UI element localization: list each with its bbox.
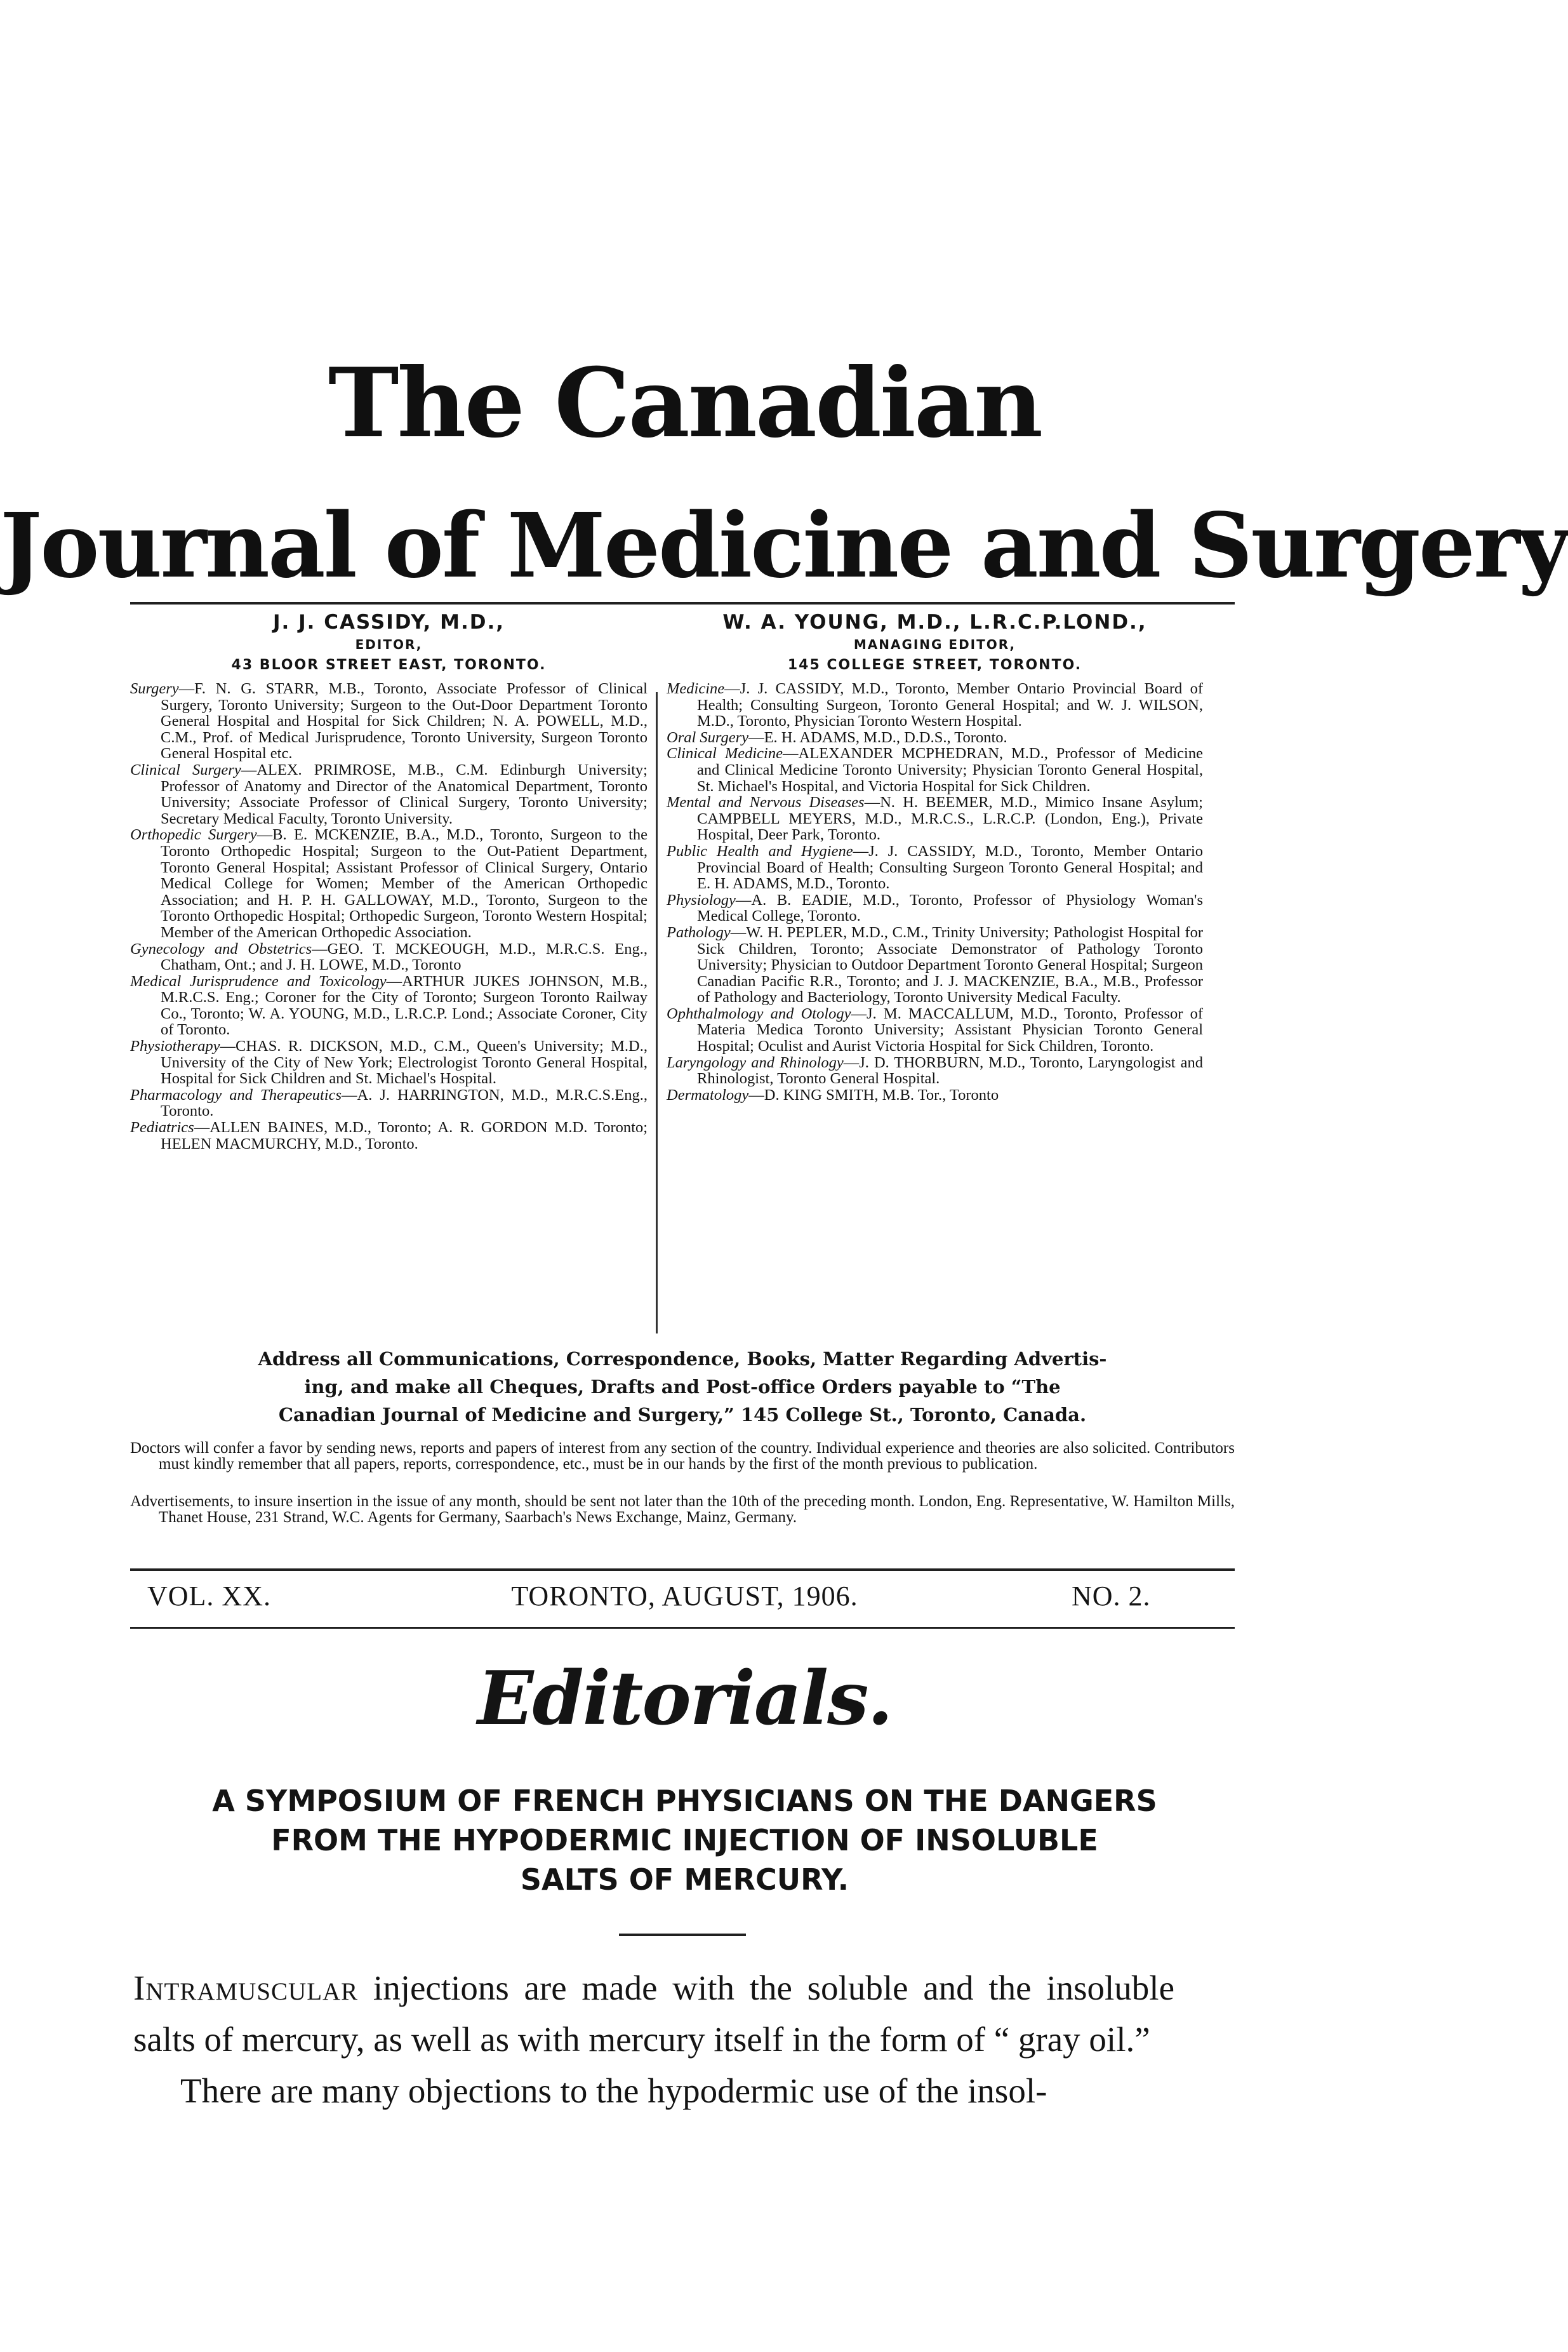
dash: — (386, 972, 402, 990)
editor-name: J. J. CASSIDY, M.D., (272, 611, 505, 634)
issue-rule-bottom (130, 1627, 1235, 1629)
dash: — (730, 923, 747, 941)
correspondence-notice (130, 1345, 1235, 1429)
department-specialty: Oral Surgery (667, 728, 749, 746)
department-members: B. E. MCKENZIE, B.A., M.D., Toronto, Surgeon to the Toronto Orthopedic Hospital; Surgeon to the Out-Patient Department, Toronto General Hospital; Assistant Professor of Clinical Surgery, Ontario Medical College for Women; Member of the American Orthopedic Association; and H. P. H. GALLOWAY, M.D., Toronto, Surgeon to the Toronto Orthopedic Hospital; Orthopedic Surgeon, Toronto Western Hospital; Member of the American Orthopedic Association. (161, 826, 648, 941)
department-specialty: Physiotherapy (130, 1038, 220, 1055)
department-members: E. H. ADAMS, M.D., D.D.S., Toronto. (764, 728, 1007, 746)
department-members: F. N. G. STARR, M.B., Toronto, Associate Professor of Clinical Surgery, Toronto University; Surgeon to the Out-Door Department Toronto General Hospital and Hospital for Sick Children; N. A. POWELL, M.D., C.M., Prof. of Medical Jurisprudence, Toronto University, Surgeon Toronto General Hospital etc. (161, 680, 648, 763)
department-members: N. H. BEEMER, M.D., Mimico Insane Asylum; CAMPBELL MEYERS, M.D., M.R.C.S., L.R.C.P. (London, Eng.), Private Hospital, Deer Park, Toronto. (697, 794, 1203, 844)
department-list-right (667, 681, 1203, 1103)
department-members: CHAS. R. DICKSON, M.D., C.M., Queen's University; M.D., University of the City of New York; Electrologist Toronto General Hospital, Hospital for Sick Children and St. Michael's Hospital. (161, 1038, 648, 1088)
issue-place-date: TORONTO, AUGUST, 1906. (511, 1580, 858, 1612)
dash: — (853, 842, 869, 860)
notice-line: Address all Communications, Correspondence, Books, Matter Regarding Advertis- (258, 1348, 1107, 1370)
department-members: J. J. CASSIDY, M.D., Toronto, Member Ontario Provincial Board of Health; Consulting Surgeon Toronto General Hospital; and E. H. ADAMS, M.D., Toronto. (697, 842, 1203, 893)
dash: — (312, 940, 328, 958)
editor-column-right (667, 610, 1203, 1103)
department-members: ARTHUR JUKES JOHNSON, M.B., M.R.C.S. Eng.; Coroner for the City of Toronto; Surgeon Toronto Railway Co., Toronto; W. A. YOUNG, M.D., L.R.C.P. Lond.; Associate Coroner, City of Toronto. (161, 972, 648, 1039)
department-entry (667, 892, 1203, 925)
department-entry (130, 973, 648, 1038)
department-members: ALEXANDER MCPHEDRAN, M.D., Professor of Medicine and Clinical Medicine Toronto University; Physician Toronto General Hospital, St. Michael's Hospital, and Victoria Hospital for Sick Children. (697, 745, 1203, 795)
managing-editor-name: W. A. YOUNG, M.D., L.R.C.P.LOND., (722, 611, 1147, 634)
masthead-rule (130, 602, 1235, 605)
department-specialty: Laryngology and Rhinology (667, 1053, 844, 1071)
department-members: A. J. HARRINGTON, M.D., M.R.C.S.Eng., Toronto. (161, 1086, 648, 1120)
department-members: D. KING SMITH, M.B. Tor., Toronto (764, 1086, 999, 1104)
dash: — (843, 1053, 860, 1071)
notice-line: Canadian Journal of Medicine and Surgery,” 145 College St., Toronto, Canada. (278, 1404, 1087, 1426)
paragraph-text: injections are made with the soluble and the insoluble salts of mercury, as well as with mercury itself in the form of “ gray oil.” (133, 1968, 1174, 2059)
managing-editor-role: MANAGING EDITOR, (853, 637, 1016, 652)
dash: — (241, 761, 257, 778)
department-specialty: Clinical Medicine (667, 745, 783, 763)
department-entry (667, 925, 1203, 1006)
department-entry (130, 1038, 648, 1087)
department-specialty: Surgery (130, 680, 179, 697)
department-members: A. B. EADIE, M.D., Toronto, Professor of Physiology Woman's Medical College, Toronto. (697, 891, 1203, 925)
department-members: W. H. PEPLER, M.D., C.M., Trinity University; Pathologist Hospital for Sick Children, Toronto; Associate Demonstrator of Pathology Toronto University; Physician to Outdoor Department Toronto General Hospital; Surgeon Canadian Pacific R.R., Toronto; and J. J. MACKENZIE, B.A., M.B., Professor of Pathology and Bacteriology, Toronto University Medical Faculty. (697, 923, 1203, 1006)
article-paragraph (133, 1962, 1174, 2065)
masthead-line-1: The Canadian (328, 347, 1042, 459)
department-entry (130, 941, 648, 973)
column-divider (656, 692, 658, 1333)
article-body (133, 1962, 1174, 2116)
dash: — (748, 1086, 764, 1104)
heading-rule (619, 1934, 746, 1936)
dash: — (735, 891, 752, 909)
department-entry (130, 762, 648, 827)
department-specialty: Public Health and Hygiene (667, 842, 853, 860)
article-heading (0, 1781, 1369, 1899)
department-entry (667, 1055, 1203, 1087)
department-members: ALEX. PRIMROSE, M.B., C.M. Edinburgh University; Professor of Anatomy and Director of the Anatomical Department, Toronto University; Associate Professor of Clinical Surgery, Toronto University; Secretary Medical Faculty, Toronto University. (161, 761, 648, 827)
dash: — (220, 1038, 236, 1055)
dash: — (194, 1119, 210, 1137)
department-list-left (130, 681, 648, 1152)
dash: — (851, 1005, 867, 1022)
dash: — (783, 745, 799, 763)
article-heading-line: FROM THE HYPODERMIC INJECTION OF INSOLUBLE (271, 1823, 1098, 1857)
issue-rule-top (130, 1568, 1235, 1571)
dash: — (864, 794, 880, 812)
editor-role: EDITOR, (355, 637, 423, 652)
department-specialty: Dermatology (667, 1086, 749, 1104)
volume-number: VOL. XX. (147, 1580, 271, 1612)
masthead-line-2: Journal of Medicine and Surgery (0, 494, 1568, 598)
dash: — (748, 728, 764, 746)
department-specialty: Orthopedic Surgery (130, 826, 257, 844)
article-heading-line: A SYMPOSIUM OF FRENCH PHYSICIANS ON THE DANGERS (212, 1784, 1157, 1818)
department-specialty: Medical Jurisprudence and Toxicology (130, 972, 387, 990)
dash: — (256, 826, 273, 844)
department-members: J. J. CASSIDY, M.D., Toronto, Member Ontario Provincial Board of Health; Consulting Surgeon, Toronto General Hospital; and W. J. WILSON, M.D., Toronto, Physician Toronto Western Hospital. (697, 680, 1203, 730)
department-specialty: Clinical Surgery (130, 761, 241, 778)
advertisements-note: Advertisements, to insure insertion in the issue of any month, should be sent not later than the 10th of the preceding month. London, Eng. Representative, W. Hamilton Mills, Thanet House, 231 Strand, W.C. Agents for Germany, Saarbach's News Exchange, Mainz, Germany. (130, 1493, 1235, 1526)
article-heading-line: SALTS OF MERCURY. (520, 1862, 849, 1897)
department-specialty: Medicine (667, 680, 725, 697)
managing-editor-address: 145 COLLEGE STREET, TORONTO. (787, 657, 1082, 673)
department-entry (130, 1119, 648, 1152)
department-entry (667, 843, 1203, 892)
issue-number: NO. 2. (1072, 1580, 1151, 1612)
lead-word: Intramuscular (133, 1968, 359, 2007)
article-paragraph: There are many objections to the hypodermic use of the insol- (180, 2071, 1047, 2110)
dash: — (342, 1086, 357, 1104)
editor-column-left (130, 610, 648, 1152)
department-entry (667, 1006, 1203, 1055)
department-specialty: Pharmacology and Therapeutics (130, 1086, 342, 1104)
department-entry (130, 1087, 648, 1119)
department-entry (667, 745, 1203, 794)
department-specialty: Pathology (667, 923, 731, 941)
department-specialty: Pediatrics (130, 1119, 194, 1137)
notice-line: ing, and make all Cheques, Drafts and Post-office Orders payable to “The (304, 1376, 1061, 1398)
editor-address: 43 BLOOR STREET EAST, TORONTO. (231, 657, 547, 673)
department-entry (667, 794, 1203, 843)
department-members: GEO. T. MCKEOUGH, M.D., M.R.C.S. Eng., Chatham, Ont.; and J. H. LOWE, M.D., Toronto (161, 940, 648, 974)
department-entry (130, 681, 648, 762)
contributors-note: Doctors will confer a favor by sending news, reports and papers of interest from any section of the country. Individual experience and theories are also solicited. Contributors must kindly remember that all papers, reports, correspondence, etc., must be in our hands by the first of the month previous to publication. (130, 1440, 1235, 1473)
department-entry (130, 827, 648, 940)
department-members: ALLEN BAINES, M.D., Toronto; A. R. GORDON M.D. Toronto; HELEN MACMURCHY, M.D., Toronto. (161, 1119, 648, 1153)
dash: — (178, 680, 195, 697)
department-specialty: Gynecology and Obstetrics (130, 940, 312, 958)
department-members: J. D. THORBURN, M.D., Toronto, Laryngologist and Rhinologist, Toronto General Hospital. (697, 1053, 1203, 1088)
department-entry (667, 681, 1203, 730)
dash: — (724, 680, 740, 697)
department-specialty: Mental and Nervous Diseases (667, 794, 865, 812)
section-title: Editorials. (477, 1655, 892, 1742)
department-specialty: Ophthalmology and Otology (667, 1005, 851, 1022)
department-members: J. M. MACCALLUM, M.D., Toronto, Professor of Materia Medica Toronto University; Assistant Physician Toronto General Hospital; Oculist and Aurist Victoria Hospital for Sick Children, Toronto. (697, 1005, 1203, 1055)
department-specialty: Physiology (667, 891, 736, 909)
department-entry (667, 1087, 1203, 1104)
department-entry (667, 730, 1203, 746)
